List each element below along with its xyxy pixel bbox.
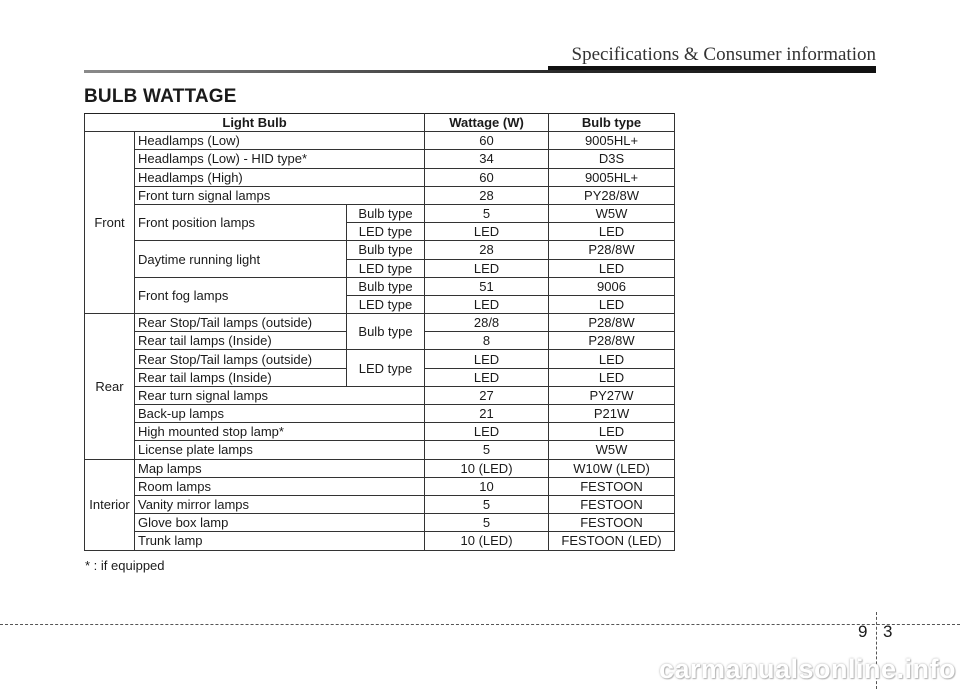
footer-rule xyxy=(0,624,960,625)
bulb-name: License plate lamps xyxy=(135,441,425,459)
bulb-name: Rear Stop/Tail lamps (outside) xyxy=(135,314,347,332)
bulb-name: Rear tail lamps (Inside) xyxy=(135,332,347,350)
wattage-cell: LED xyxy=(425,259,549,277)
table-row xyxy=(85,514,675,532)
footnote: * : if equipped xyxy=(85,558,165,573)
wattage-cell: 60 xyxy=(425,168,549,186)
table-row xyxy=(85,132,675,150)
header-rule xyxy=(84,70,876,73)
table-row xyxy=(85,477,675,495)
wattage-cell: 28 xyxy=(425,186,549,204)
bulb-type-cell: LED xyxy=(549,295,675,313)
sub-type-cell: LED type xyxy=(347,223,425,241)
bulb-name: Back-up lamps xyxy=(135,405,425,423)
bulb-name: Rear turn signal lamps xyxy=(135,386,425,404)
bulb-type-cell: P28/8W xyxy=(549,332,675,350)
table-row xyxy=(85,350,675,368)
wattage-cell: LED xyxy=(425,350,549,368)
bulb-type-cell: FESTOON xyxy=(549,477,675,495)
bulb-name: Headlamps (Low) xyxy=(135,132,425,150)
bulb-type-cell: FESTOON xyxy=(549,514,675,532)
table-row xyxy=(85,204,675,222)
table-row xyxy=(85,168,675,186)
sub-type-cell: Bulb type xyxy=(347,314,425,350)
bulb-type-cell: FESTOON (LED) xyxy=(549,532,675,550)
wattage-cell: LED xyxy=(425,423,549,441)
header-title: Specifications & Consumer information xyxy=(571,44,876,65)
table-row xyxy=(85,441,675,459)
bulb-type-cell: D3S xyxy=(549,150,675,168)
wattage-cell: 5 xyxy=(425,514,549,532)
sub-type-cell: LED type xyxy=(347,295,425,313)
table-row xyxy=(85,405,675,423)
table-header-row xyxy=(85,114,675,132)
bulb-name: Room lamps xyxy=(135,477,425,495)
bulb-name: Vanity mirror lamps xyxy=(135,495,425,513)
bulb-type-cell: LED xyxy=(549,423,675,441)
bulb-type-cell: W5W xyxy=(549,441,675,459)
bulb-type-cell: P21W xyxy=(549,405,675,423)
page-number: 3 xyxy=(883,622,893,641)
bulb-name: Rear tail lamps (Inside) xyxy=(135,368,347,386)
table-row xyxy=(85,186,675,204)
wattage-cell: 5 xyxy=(425,495,549,513)
wattage-cell: 5 xyxy=(425,204,549,222)
wattage-cell: 34 xyxy=(425,150,549,168)
bulb-name: Glove box lamp xyxy=(135,514,425,532)
header-light-bulb: Light Bulb xyxy=(85,114,425,132)
wattage-cell: 21 xyxy=(425,405,549,423)
bulb-type-cell: FESTOON xyxy=(549,495,675,513)
table-row xyxy=(85,423,675,441)
wattage-cell: 8 xyxy=(425,332,549,350)
bulb-name: Map lamps xyxy=(135,459,425,477)
chapter-number: 9 xyxy=(858,622,868,641)
sub-type-cell: Bulb type xyxy=(347,204,425,222)
wattage-cell: 28 xyxy=(425,241,549,259)
table-row xyxy=(85,386,675,404)
sub-type-cell: Bulb type xyxy=(347,241,425,259)
bulb-name: Headlamps (High) xyxy=(135,168,425,186)
group-interior: Interior xyxy=(85,459,135,550)
bulb-type-cell: 9006 xyxy=(549,277,675,295)
bulb-name: Front position lamps xyxy=(135,204,347,240)
table-row xyxy=(85,241,675,259)
section-title: BULB WATTAGE xyxy=(84,86,237,107)
wattage-cell: 10 xyxy=(425,477,549,495)
bulb-type-cell: P28/8W xyxy=(549,241,675,259)
group-rear: Rear xyxy=(85,314,135,460)
bulb-type-cell: LED xyxy=(549,223,675,241)
watermark-text: carmanualsonline.info xyxy=(658,654,956,684)
sub-type-cell: LED type xyxy=(347,350,425,386)
bulb-type-cell: 9005HL+ xyxy=(549,132,675,150)
wattage-cell: 10 (LED) xyxy=(425,532,549,550)
bulb-type-cell: LED xyxy=(549,368,675,386)
bulb-wattage-table xyxy=(84,113,675,551)
header-bulb-type: Bulb type xyxy=(549,114,675,132)
sub-type-cell: Bulb type xyxy=(347,277,425,295)
wattage-cell: LED xyxy=(425,368,549,386)
bulb-type-cell: 9005HL+ xyxy=(549,168,675,186)
table-row xyxy=(85,277,675,295)
wattage-cell: 10 (LED) xyxy=(425,459,549,477)
bulb-name: Daytime running light xyxy=(135,241,347,277)
wattage-cell: LED xyxy=(425,295,549,313)
bulb-type-cell: LED xyxy=(549,350,675,368)
table-row xyxy=(85,495,675,513)
bulb-type-cell: P28/8W xyxy=(549,314,675,332)
header-wattage: Wattage (W) xyxy=(425,114,549,132)
bulb-type-cell: W5W xyxy=(549,204,675,222)
table-row xyxy=(85,314,675,332)
wattage-cell: 60 xyxy=(425,132,549,150)
table-row xyxy=(85,532,675,550)
sub-type-cell: LED type xyxy=(347,259,425,277)
wattage-cell: 51 xyxy=(425,277,549,295)
bulb-name: Trunk lamp xyxy=(135,532,425,550)
group-front: Front xyxy=(85,132,135,314)
wattage-cell: 28/8 xyxy=(425,314,549,332)
bulb-type-cell: LED xyxy=(549,259,675,277)
wattage-cell: LED xyxy=(425,223,549,241)
bulb-name: Front fog lamps xyxy=(135,277,347,313)
wattage-cell: 5 xyxy=(425,441,549,459)
bulb-type-cell: W10W (LED) xyxy=(549,459,675,477)
bulb-name: High mounted stop lamp* xyxy=(135,423,425,441)
bulb-name: Headlamps (Low) - HID type* xyxy=(135,150,425,168)
table-row xyxy=(85,150,675,168)
wattage-cell: 27 xyxy=(425,386,549,404)
bulb-name: Rear Stop/Tail lamps (outside) xyxy=(135,350,347,368)
bulb-type-cell: PY27W xyxy=(549,386,675,404)
bulb-name: Front turn signal lamps xyxy=(135,186,425,204)
bulb-type-cell: PY28/8W xyxy=(549,186,675,204)
table-row xyxy=(85,459,675,477)
